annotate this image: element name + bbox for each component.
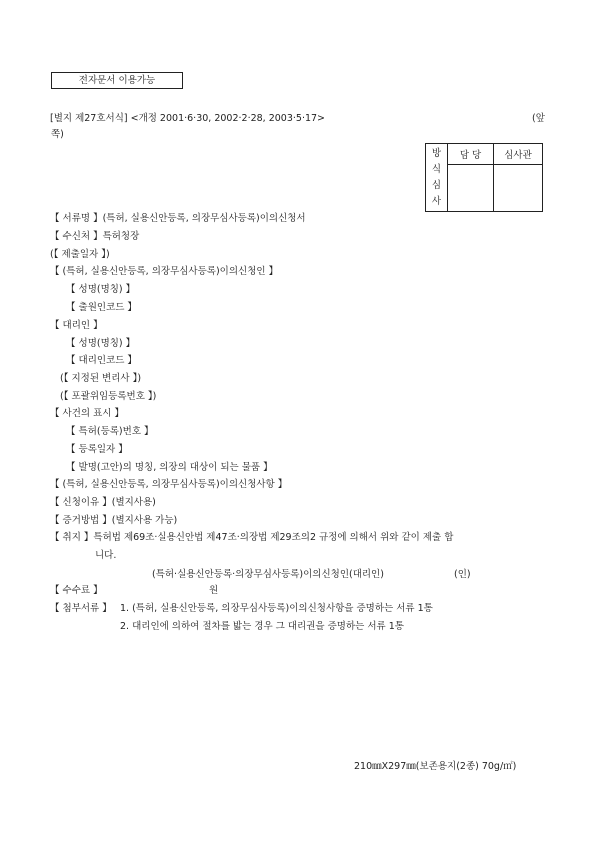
approval-side-label [426,144,448,212]
designated-attorney-line: (【 지정된 변리사 】) [60,373,142,384]
purpose-line-tail: 니다. [95,550,117,561]
agent-name-line: 【 성명(명칭) 】 [66,338,136,349]
case-indication-line: 【 사건의 표시 】 [50,408,124,419]
recipient-line: 【 수신처 】특허청장 [50,231,140,242]
attachment-2: 2. 대리인에 의하여 절차를 밟는 경우 그 대리권을 증명하는 서류 1통 [120,621,404,632]
comprehensive-power-line: (【 포괄위임등록번호 】) [60,391,157,402]
approval-box [425,143,543,212]
side-char: 식 [431,163,442,175]
submit-date-line: (【 제출일자 】) [50,249,110,260]
side-char: 심 [431,179,442,191]
form-number: [별지 제27호서식] <개정 2001·6·30, 2002·2·28, 2003·5·17> [50,113,326,124]
electronic-document-badge: 전자문서 이용가능 [51,72,183,89]
applicant-line: 【 (특허, 실용신안등록, 의장무심사등록)이의신청인 】 [50,266,279,277]
fee-label: 【 수수료 】 [50,585,103,596]
approval-staff-signbox [448,165,494,212]
applicant-code-line: 【 출원인코드 】 [66,302,137,313]
approval-examiner-signbox [494,165,543,212]
registration-date-line: 【 등록일자 】 [66,444,128,455]
approval-col-examiner: 심사관 [494,144,543,165]
signature-seal: (인) [454,569,471,580]
attachments-label: 【 첨부서류 】 [50,603,112,614]
applicant-name-line: 【 성명(명칭) 】 [66,284,136,295]
paper-spec-footer: 210㎜X297㎜(보존용지(2종) 70g/㎡) [354,761,517,772]
front-page-mark-tail: 쪽) [51,129,64,140]
evidence-line: 【 증거방법 】(별지사용 가능) [50,515,178,526]
fee-unit: 원 [209,585,219,596]
reason-line: 【 신청이유 】(별지사용) [50,497,156,508]
attachment-1: 1. (특허, 실용신안등록, 의장무심사등록)이의신청사항을 증명하는 서류 1통 [120,603,433,614]
signature-line: (특허·실용신안등록·의장무심사등록)이의신청인(대리인) [152,569,384,580]
patent-number-line: 【 특허(등록)번호 】 [66,426,154,437]
agent-code-line: 【 대리인코드 】 [66,355,137,366]
side-char: 방 [431,147,442,159]
agent-line: 【 대리인 】 [50,320,103,331]
doc-name-line: 【 서류명 】(특허, 실용신안등록, 의장무심사등록)이의신청서 [50,213,306,224]
front-page-mark: (앞 [532,113,545,124]
side-char: 사 [431,195,442,207]
invention-name-line: 【 발명(고안)의 명칭, 의장의 대상이 되는 물품 】 [66,462,273,473]
purpose-line: 【 취지 】특허법 제69조·실용신안법 제47조·의장법 제29조의2 규정에 의해서 위와 같이 제출 합 [50,532,454,543]
approval-col-staff: 담 당 [448,144,494,165]
opposition-item-line: 【 (특허, 실용신안등록, 의장무심사등록)이의신청사항 】 [50,479,288,490]
